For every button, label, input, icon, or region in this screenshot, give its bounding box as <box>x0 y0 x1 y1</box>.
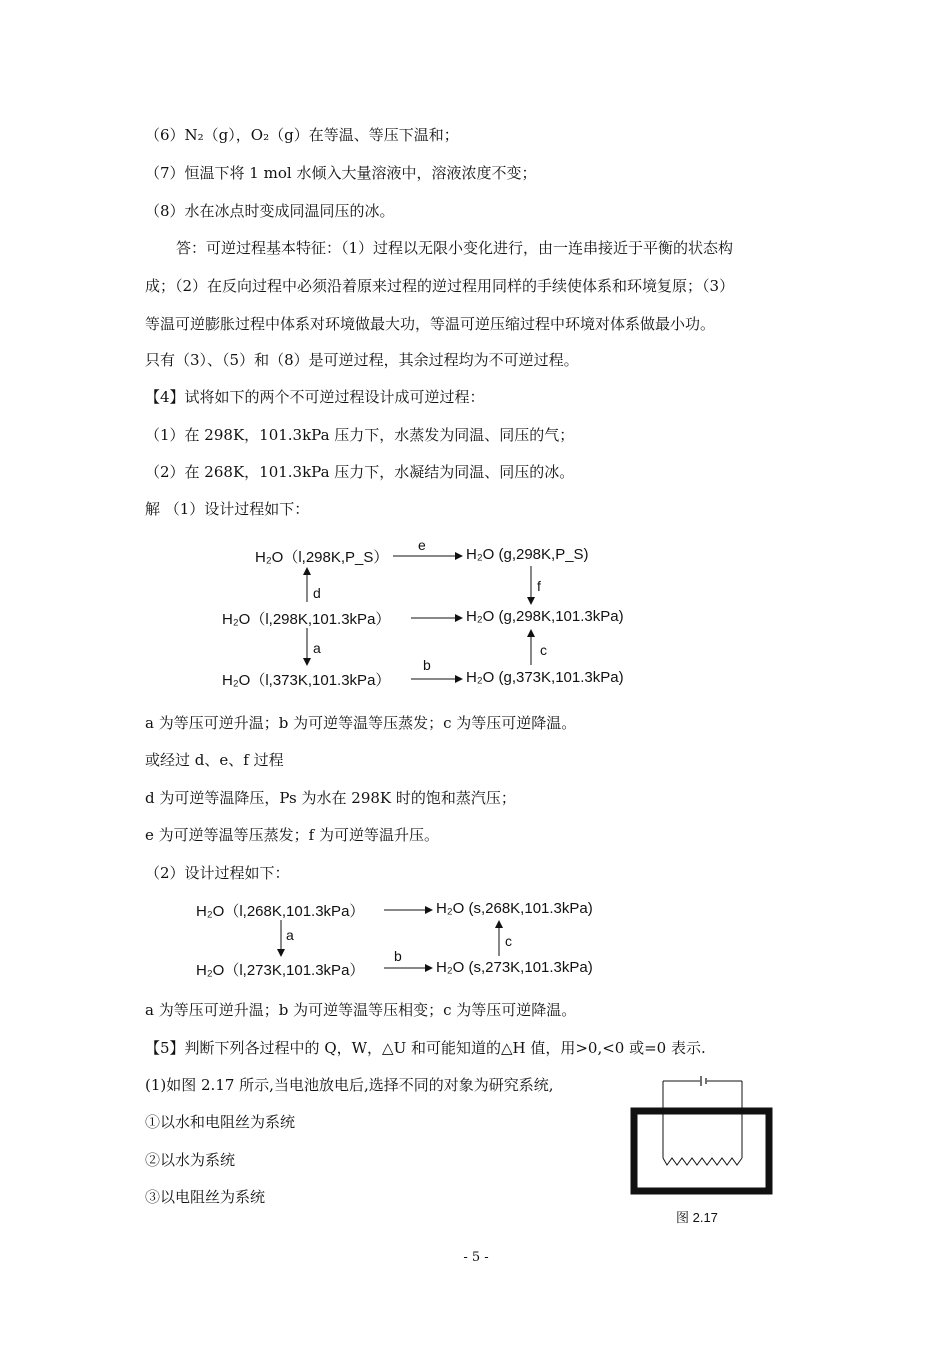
system-option-2: ②以水为系统 <box>145 1151 236 1169</box>
d1-mid-right: H₂O (g,298K,101.3kPa) <box>466 608 624 625</box>
d1-label-c: c <box>540 642 547 658</box>
d1-mid-left: H₂O（l,298K,101.3kPa） <box>222 611 391 628</box>
d2-label-b: b <box>394 948 402 964</box>
item-6: （6）N₂（g），O₂（g）在等温、等压下温和； <box>145 126 459 144</box>
solution-2-heading: （2）设计过程如下： <box>145 864 290 882</box>
d2-bot-left: H₂O（l,273K,101.3kPa） <box>196 962 365 979</box>
resistor-wire <box>663 1158 742 1165</box>
d1-bot-right: H₂O (g,373K,101.3kPa) <box>466 669 624 686</box>
d2-label-a: a <box>286 927 294 943</box>
d1-top-left: H₂O（l,298K,P_S） <box>255 549 389 566</box>
item-8: （8）水在冰点时变成同温同压的冰。 <box>145 202 395 220</box>
item-7: （7）恒温下将 1 mol 水倾入大量溶液中，溶液浓度不变； <box>145 164 537 182</box>
d2-label-c: c <box>505 933 512 949</box>
d1-top-right: H₂O (g,298K,P_S) <box>466 546 589 563</box>
description-4: e 为可逆等温等压蒸发；f 为可逆等温升压。 <box>145 826 439 844</box>
figure-2-17-circuit <box>634 1076 769 1191</box>
d1-label-a: a <box>313 640 321 656</box>
d2-top-right: H₂O (s,268K,101.3kPa) <box>436 900 593 917</box>
solution-1-heading: 解 （1）设计过程如下： <box>145 500 310 518</box>
answer-line-1: 答：可逆过程基本特征：（1）过程以无限小变化进行，由一连串接近于平衡的状态构 <box>176 239 734 257</box>
question-5-part-1: (1)如图 2.17 所示,当电池放电后,选择不同的对象为研究系统, <box>145 1076 554 1094</box>
question-4-part-1: （1）在 298K，101.3kPa 压力下，水蒸发为同温、同压的气； <box>145 426 575 444</box>
description-5: a 为等压可逆升温；b 为可逆等温等压相变；c 为等压可逆降温。 <box>145 1001 577 1019</box>
water-container <box>634 1111 769 1191</box>
page-number: - 5 - <box>463 1250 489 1265</box>
d2-top-left: H₂O（l,268K,101.3kPa） <box>196 903 365 920</box>
answer-line-4: 只有（3）、（5）和（8）是可逆过程，其余过程均为不可逆过程。 <box>145 351 579 369</box>
answer-line-2: 成；（2）在反向过程中必须沿着原来过程的逆过程用同样的手续使体系和环境复原；（3） <box>145 277 735 295</box>
question-4-part-2: （2）在 268K，101.3kPa 压力下，水凝结为同温、同压的冰。 <box>145 463 575 481</box>
description-3: d 为可逆等温降压，Ps 为水在 298K 时的饱和蒸汽压； <box>145 789 516 807</box>
d2-bot-right: H₂O (s,273K,101.3kPa) <box>436 959 593 976</box>
description-1: a 为等压可逆升温；b 为可逆等温等压蒸发；c 为等压可逆降温。 <box>145 714 577 732</box>
system-option-1: ①以水和电阻丝为系统 <box>145 1113 296 1131</box>
system-option-3: ③以电阻丝为系统 <box>145 1188 266 1206</box>
question-4: 【4】试将如下的两个不可逆过程设计成可逆过程： <box>145 388 485 406</box>
d1-label-b: b <box>423 657 431 673</box>
d1-label-f: f <box>537 578 541 594</box>
d1-label-e: e <box>418 537 426 553</box>
figure-caption: 图 2.17 <box>676 1210 718 1225</box>
question-5: 【5】判断下列各过程中的 Q，W，△U 和可能知道的△H 值，用>0,<0 或=0 表示. <box>145 1039 706 1057</box>
d1-bot-left: H₂O（l,373K,101.3kPa） <box>222 672 391 689</box>
description-2: 或经过 d、e、f 过程 <box>145 751 284 769</box>
d1-label-d: d <box>313 585 321 601</box>
answer-line-3: 等温可逆膨胀过程中体系对环境做最大功，等温可逆压缩过程中环境对体系做最小功。 <box>145 315 716 333</box>
